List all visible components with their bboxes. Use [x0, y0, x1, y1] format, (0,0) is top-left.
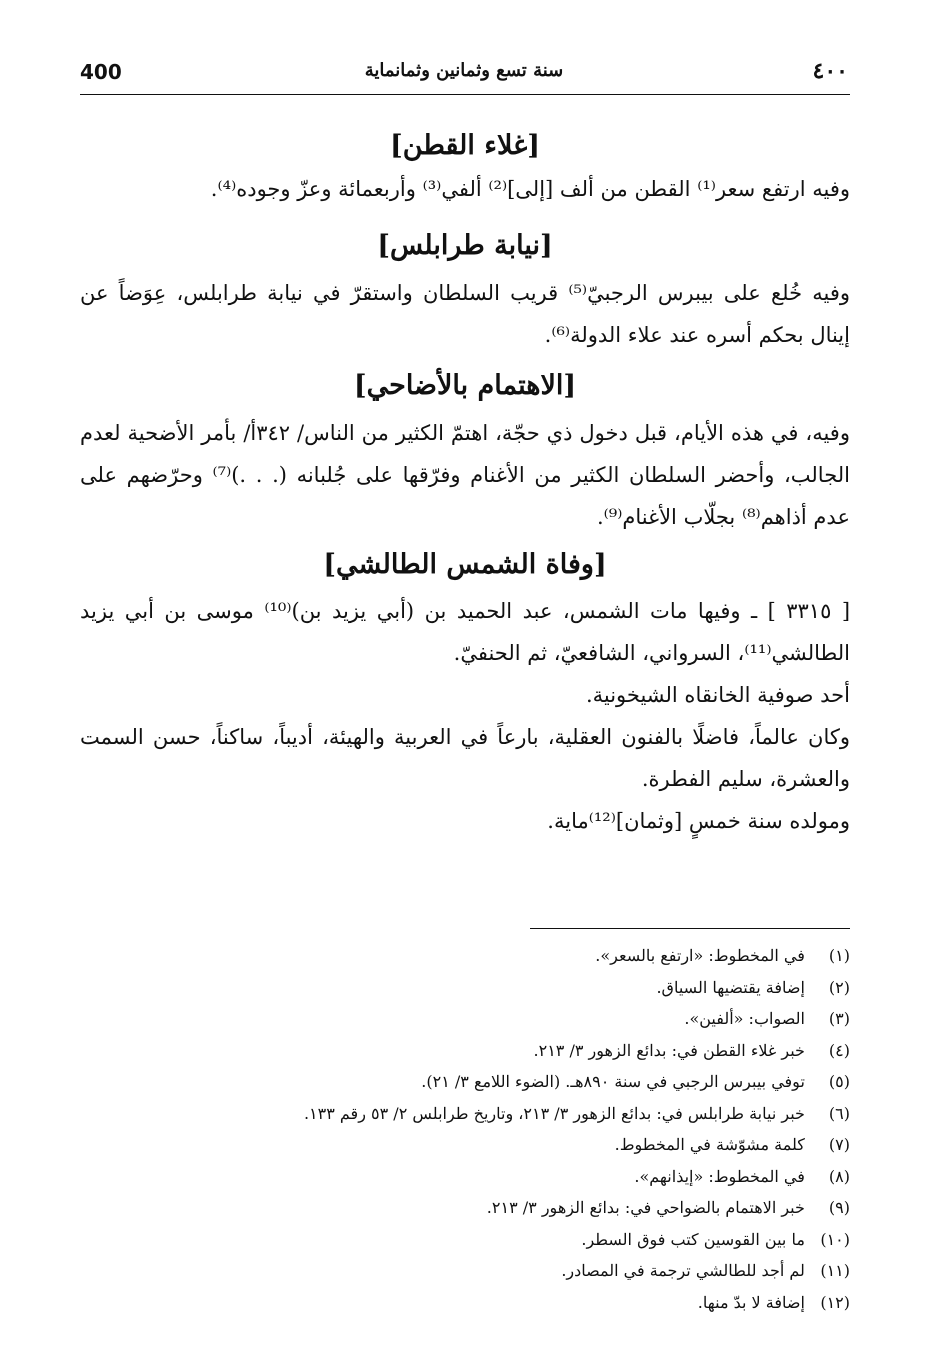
footnote-text: الصواب: «ألفين». — [684, 1009, 805, 1028]
section-heading: [الاهتمام بالأضاحي] — [353, 370, 577, 401]
footnote-number: (١١) — [820, 1261, 850, 1280]
footnote-number: (١) — [828, 946, 850, 965]
footnote-text: إضافة لا بدّ منها. — [697, 1292, 805, 1312]
paragraph: وفيه ارتفع سعر⁽¹⁾ القطن من ألف [إلى]⁽²⁾ ألفي⁽³⁾ وأربعمائة وعزّ وجوده⁽⁴⁾. — [210, 177, 850, 201]
paragraph: أحد صوفية الخانقاه الشيخونية. — [585, 683, 850, 707]
footnote-number: (٣) — [828, 1009, 850, 1028]
running-title: سنة تسع وثمانين وثمانماية — [364, 60, 564, 81]
section-heading: [غلاء القطن] — [390, 130, 540, 161]
paragraph: وكان عالماً، فاضلًا بالفنون العقلية، بارعاً في العربية والهيئة، أديباً، ساكناً، حسن السمت والعشرة، سليم الفطرة. — [80, 725, 850, 791]
footnote-number: (٦) — [828, 1103, 850, 1123]
page-number-latin: 400 — [80, 60, 122, 84]
footnote-text: كلمة مشوّشة في المخطوط. — [614, 1135, 805, 1154]
footnote — [80, 1003, 850, 1035]
footnote-text: إضافة يقتضيها السياق. — [656, 977, 805, 997]
footnote — [80, 1287, 850, 1319]
footnote-text: خبر غلاء القطن في: بدائع الزهور ٣/ ٢١٣. — [533, 1040, 805, 1060]
footnote-text: خبر نيابة طرابلس في: بدائع الزهور ٣/ ٢١٣، وتاريخ طرابلس ٢/ ٥٣ رقم ١٣٣. — [303, 1103, 805, 1123]
footnote-text: توفي بيبرس الرجبي في سنة ٨٩٠هـ. (الضوء اللامع ٣/ ٢١). — [421, 1072, 805, 1091]
paragraph: وفيه خُلع على بيبرس الرجبيّ⁽⁵⁾ قريب السلطان واستقرّ في نيابة طرابلس، عِوَضاً عن إينال بحكم أسره عند علاء الدولة⁽⁶⁾. — [80, 281, 850, 347]
paragraph: ومولده سنة خمسٍ [وثمان]⁽¹²⁾ماية. — [547, 809, 850, 833]
footnote — [80, 940, 850, 972]
footnote-number: (١٢) — [820, 1292, 850, 1312]
footnote-text: خبر الاهتمام بالضواحي في: بدائع الزهور ٣/ ٢١٣. — [486, 1198, 805, 1217]
footnote — [80, 1161, 850, 1193]
footnote — [80, 1192, 850, 1224]
footnote-number: (٥) — [828, 1072, 850, 1091]
paragraph: [ ٣٣١٥ ] ـ وفيها مات الشمس، عبد الحميد بن (أبي يزيد بن)⁽¹⁰⁾ موسى بن أبي يزيد الطالشي⁽¹¹⁾، السرواني، الشافعيّ، ثم الحنفيّ. — [80, 599, 851, 665]
section-heading: [وفاة الشمس الطالشي] — [323, 549, 607, 580]
header-rule — [80, 94, 850, 95]
footnote — [80, 1035, 850, 1067]
footnote — [80, 1129, 850, 1161]
footnote-number: (٧) — [828, 1135, 850, 1154]
footnote — [80, 1066, 850, 1098]
footnote — [80, 1224, 850, 1256]
paragraph: وفيه، في هذه الأيام، قبل دخول ذي حجّة، اهتمّ الكثير من الناس/ ٣٤٢أ/ بأمر الأضحية لعدم الجالب، وأحضر السلطان الكثير من الأغنام وفرّقها على جُلبانه (. . .)⁽⁷⁾ وحرّضهم على عدم أذاهم⁽⁸⁾ بجلّاب الأغنام⁽⁹⁾. — [80, 421, 850, 529]
section-heading: [نيابة طرابلس] — [377, 230, 553, 261]
footnote-rule — [530, 928, 850, 929]
footnote-number: (٩) — [828, 1198, 850, 1217]
page-number-arabic: ٤٠٠ — [812, 58, 848, 84]
footnote — [80, 1255, 850, 1287]
footnote — [80, 972, 850, 1004]
footnote-text: في المخطوط: «إيذانهم». — [634, 1166, 805, 1186]
footnote — [80, 1098, 850, 1130]
footnote-number: (٨) — [828, 1166, 850, 1186]
footnotes — [80, 940, 850, 1318]
footnote-text: في المخطوط: «ارتفع بالسعر». — [595, 946, 805, 965]
footnote-text: لم أجد للطالشي ترجمة في المصادر. — [561, 1261, 805, 1280]
section-body — [80, 168, 850, 210]
footnote-number: (١٠) — [820, 1229, 850, 1249]
footnote-text: ما بين القوسين كتب فوق السطر. — [581, 1229, 805, 1249]
section-body — [80, 272, 850, 356]
footnote-number: (٤) — [828, 1040, 850, 1060]
section-body — [80, 412, 850, 538]
section-body — [80, 590, 850, 842]
page-header — [80, 58, 848, 92]
footnote-number: (٢) — [828, 977, 850, 997]
